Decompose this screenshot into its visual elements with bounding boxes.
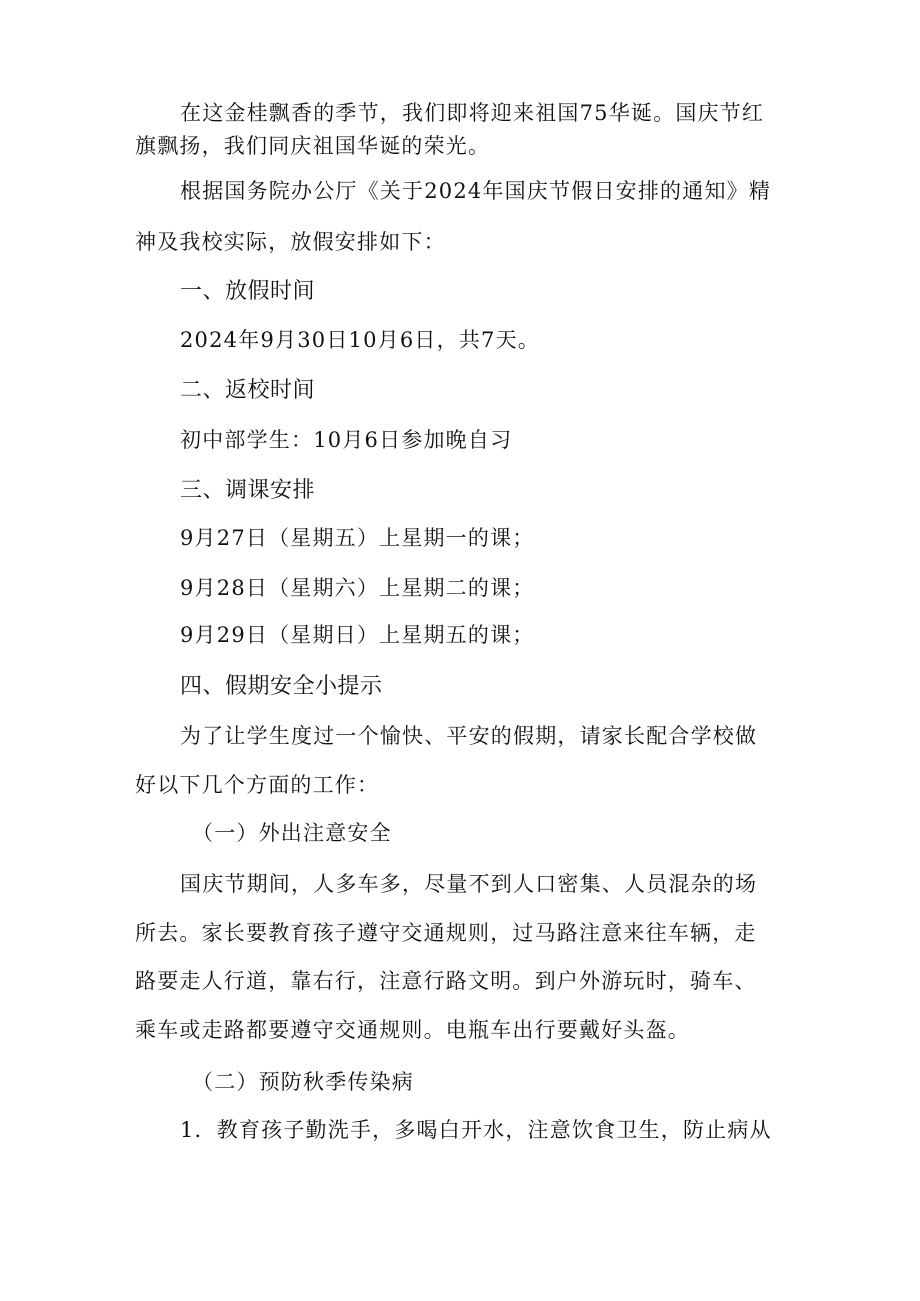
travel-safety-line: 路要走人行道，靠右行，注意行路文明。到户外游玩时，骑车、 bbox=[135, 969, 757, 993]
disease-prevention-line: 1．教育孩子勤洗手，多喝白开水，注意饮食卫生，防止病从 bbox=[180, 1118, 772, 1142]
holiday-time-text: 2024年9月30日10月6日，共7天。 bbox=[180, 328, 540, 352]
subsection-title-disease-prevention: （二）预防秋季传染病 bbox=[192, 1070, 414, 1094]
intro-paragraph-line: 旗飘扬，我们同庆祖国华诞的荣光。 bbox=[135, 134, 491, 158]
section-heading-class-adjustment: 三、调课安排 bbox=[180, 478, 316, 503]
travel-safety-line: 国庆节期间，人多车多，尽量不到人口密集、人员混杂的场 bbox=[180, 872, 758, 896]
subsection-title-travel-safety: （一）外出注意安全 bbox=[192, 821, 392, 845]
class-adjustment-item: 9月27日（星期五）上星期一的课； bbox=[180, 526, 535, 550]
notice-paragraph-line: 神及我校实际，放假安排如下： bbox=[135, 230, 446, 254]
travel-safety-line: 乘车或走路都要遵守交通规则。电瓶车出行要戴好头盔。 bbox=[135, 1018, 690, 1042]
section-heading-return-time: 二、返校时间 bbox=[180, 378, 316, 403]
safety-intro-line: 为了让学生度过一个愉快、平安的假期，请家长配合学校做 bbox=[180, 724, 758, 748]
safety-intro-line: 好以下几个方面的工作： bbox=[135, 773, 380, 797]
travel-safety-line: 所去。家长要教育孩子遵守交通规则，过马路注意来往车辆，走 bbox=[135, 921, 757, 945]
notice-paragraph-line: 根据国务院办公厅《关于2024年国庆节假日安排的通知》精 bbox=[180, 179, 772, 203]
return-time-text: 初中部学生：10月6日参加晚自习 bbox=[180, 428, 513, 452]
section-heading-holiday-time: 一、放假时间 bbox=[180, 279, 316, 304]
class-adjustment-item: 9月28日（星期六）上星期二的课； bbox=[180, 576, 535, 600]
section-heading-safety-tips: 四、假期安全小提示 bbox=[180, 674, 383, 699]
class-adjustment-item: 9月29日（星期日）上星期五的课； bbox=[180, 623, 535, 647]
intro-paragraph-line: 在这金桂飘香的季节，我们即将迎来祖国75华诞。国庆节红 bbox=[180, 101, 765, 125]
